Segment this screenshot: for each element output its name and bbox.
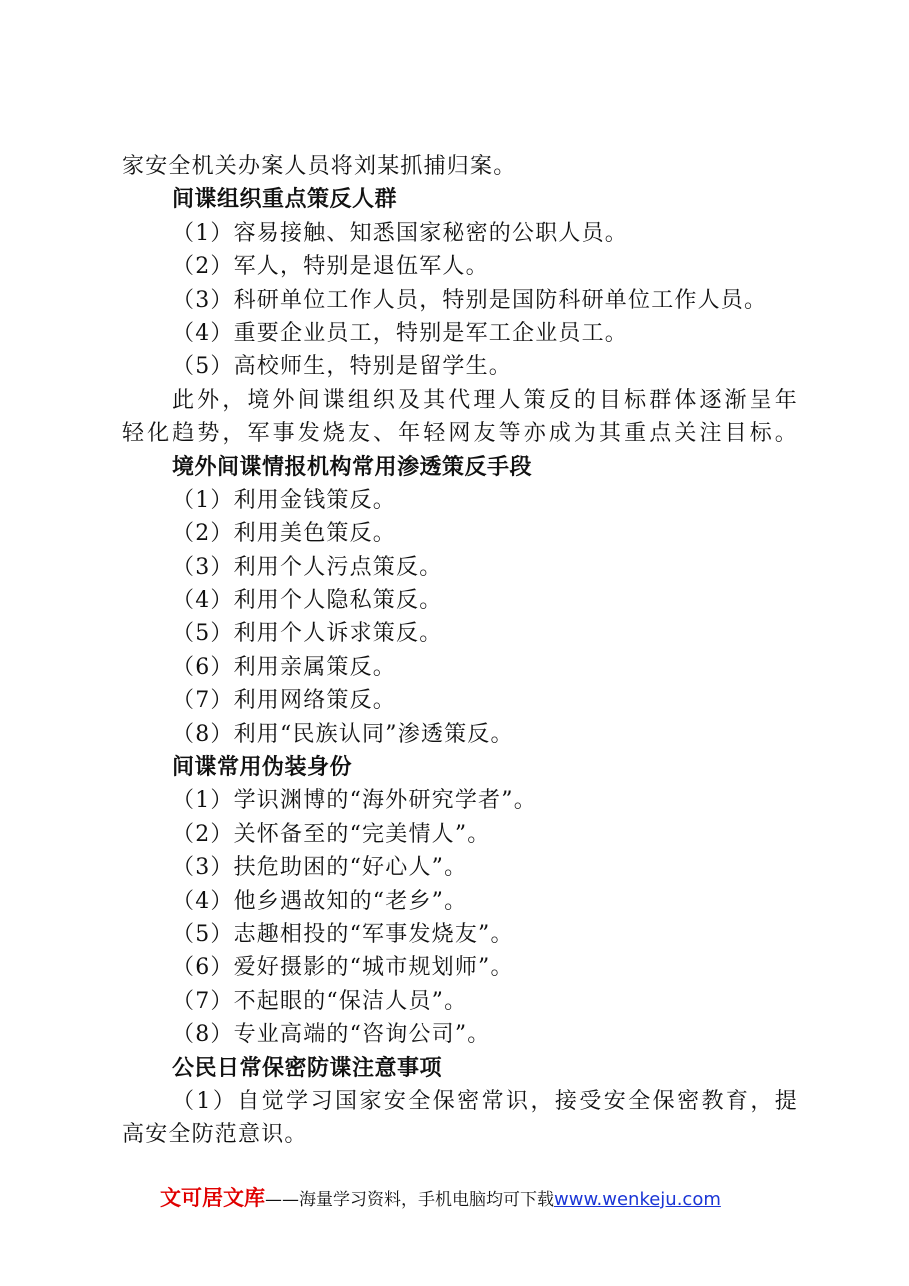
list-item: （5）高校师生，特别是留学生。 (172, 354, 512, 380)
section-heading: 境外间谍情报机构常用渗透策反手段 (172, 454, 533, 480)
list-item: （1）利用金钱策反。 (172, 487, 396, 513)
document-body (122, 150, 798, 1152)
paragraph-line: 高安全防范意识。 (122, 1122, 308, 1148)
website-link[interactable]: www.wenkeju.com (554, 1189, 721, 1210)
list-item: （3）利用个人污点策反。 (172, 554, 443, 580)
list-item: （4）利用个人隐私策反。 (172, 588, 443, 614)
list-item: （7）不起眼的“保洁人员”。 (172, 988, 468, 1014)
paragraph-line: 此外，境外间谍组织及其代理人策反的目标群体逐渐呈年 (172, 387, 798, 413)
list-item: （1）学识渊博的“海外研究学者”。 (172, 788, 537, 814)
list-item: （2）利用美色策反。 (172, 521, 396, 547)
brand-name: 文可居文库 (160, 1186, 265, 1210)
list-item: （5）利用个人诉求策反。 (172, 621, 443, 647)
list-item: （3）科研单位工作人员，特别是国防科研单位工作人员。 (172, 287, 768, 313)
list-item: （6）爱好摄影的“城市规划师”。 (172, 955, 514, 981)
list-item: （1）容易接触、知悉国家秘密的公职人员。 (172, 220, 628, 246)
paragraph-line: 轻化趋势，军事发烧友、年轻网友等亦成为其重点关注目标。 (122, 421, 798, 447)
list-item: （4）重要企业员工，特别是军工企业员工。 (172, 320, 628, 346)
paragraph-line: 家安全机关办案人员将刘某抓捕归案。 (122, 154, 517, 179)
list-item: （1）自觉学习国家安全保密常识，接受安全保密教育，提 (172, 1088, 798, 1114)
list-item: （5）志趣相投的“军事发烧友”。 (172, 921, 514, 947)
list-item: （4）他乡遇故知的“老乡”。 (172, 888, 468, 914)
section-heading: 公民日常保密防谍注意事项 (172, 1055, 443, 1081)
section-heading: 间谍组织重点策反人群 (172, 187, 398, 213)
list-item: （7）利用网络策反。 (172, 688, 396, 714)
list-item: （3）扶危助困的“好心人”。 (172, 855, 468, 881)
list-item: （8）利用“民族认同”渗透策反。 (172, 721, 514, 747)
list-item: （6）利用亲属策反。 (172, 654, 396, 680)
footer-banner (160, 1183, 800, 1213)
list-item: （2）军人，特别是退伍军人。 (172, 254, 489, 280)
footer-tagline: ——海量学习资料，手机电脑均可下载 (265, 1190, 554, 1210)
list-item: （2）关怀备至的“完美情人”。 (172, 821, 491, 847)
section-heading: 间谍常用伪装身份 (172, 755, 353, 781)
list-item: （8）专业高端的“咨询公司”。 (172, 1022, 491, 1048)
